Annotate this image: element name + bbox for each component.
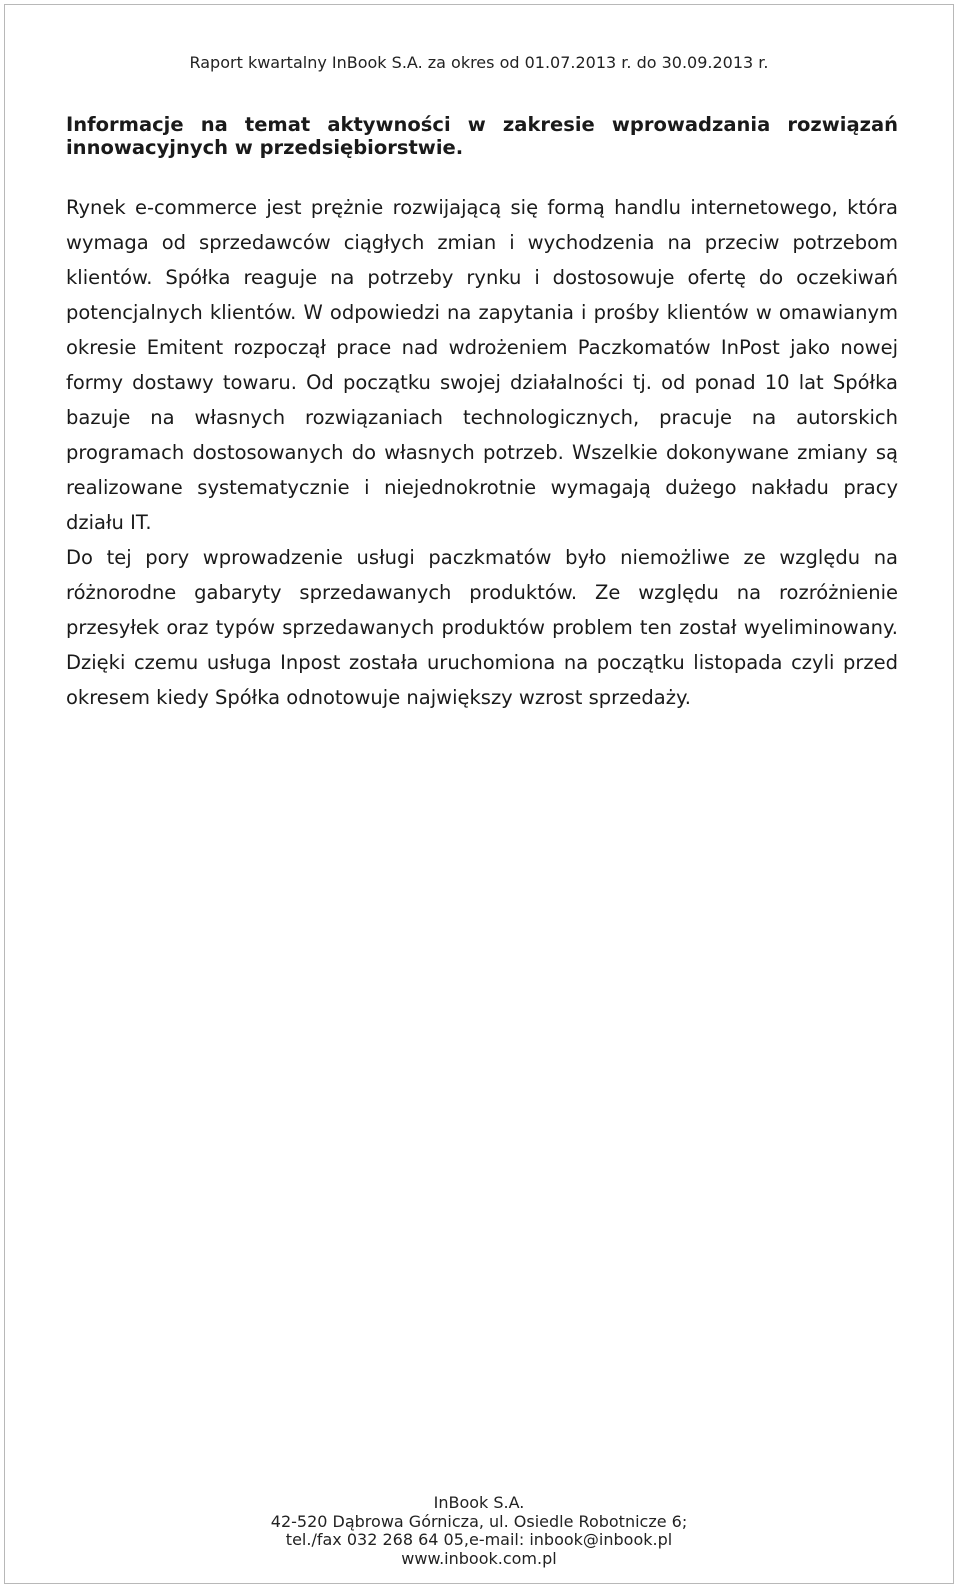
section-title: Informacje na temat aktywności w zakresie wprowadzania rozwiązań innowacyjnych w przedsiębiorstwie.: [66, 113, 898, 159]
footer-website: www.inbook.com.pl: [401, 1548, 557, 1568]
paragraph-2: Do tej pory wprowadzenie usługi paczkmatów było niemożliwe ze względu na różnorodne gabaryty sprzedawanych produktów. Ze względu na rozróżnienie przesyłek oraz typów sprzedawanych produktów problem ten został wyeliminowany. Dzięki czemu usługa Inpost została uruchomiona na początku listopada czyli przed okresem kiedy Spółka odnotowuje największy wzrost sprzedaży.: [66, 546, 898, 709]
footer-contact: tel./fax 032 268 64 05,e-mail: inbook@inbook.pl: [285, 1530, 673, 1549]
paragraph-1: Rynek e-commerce jest prężnie rozwijającą się formą handlu internetowego, która wymaga od sprzedawców ciągłych zmian i wychodzenia na przeciw potrzebom klientów. Spółka reaguje na potrzeby rynku i dostosowuje ofertę do oczekiwań potencjalnych klientów. W odpowiedzi na zapytania i prośby klientów w omawianym okresie Emitent rozpoczął prace nad wdrożeniem Paczkomatów InPost jako nowej formy dostawy towaru. Od początku swojej działalności tj. od ponad 10 lat Spółka bazuje na własnych rozwiązaniach technologicznych, pracuje na autorskich programach dostosowanych do własnych potrzeb. Wszelkie dokonywane zmiany są realizowane systematycznie i niejednokrotnie wymagają dużego nakładu pracy działu IT.: [66, 196, 898, 534]
document-page: [4, 4, 954, 1584]
footer-address: 42-520 Dąbrowa Górnicza, ul. Osiedle Robotnicze 6;: [270, 1511, 688, 1531]
page-footer: [5, 1494, 953, 1568]
page-header: Raport kwartalny InBook S.A. za okres od 01.07.2013 r. do 30.09.2013 r.: [189, 53, 769, 72]
section-body: [66, 190, 898, 715]
footer-company: InBook S.A.: [433, 1493, 525, 1512]
